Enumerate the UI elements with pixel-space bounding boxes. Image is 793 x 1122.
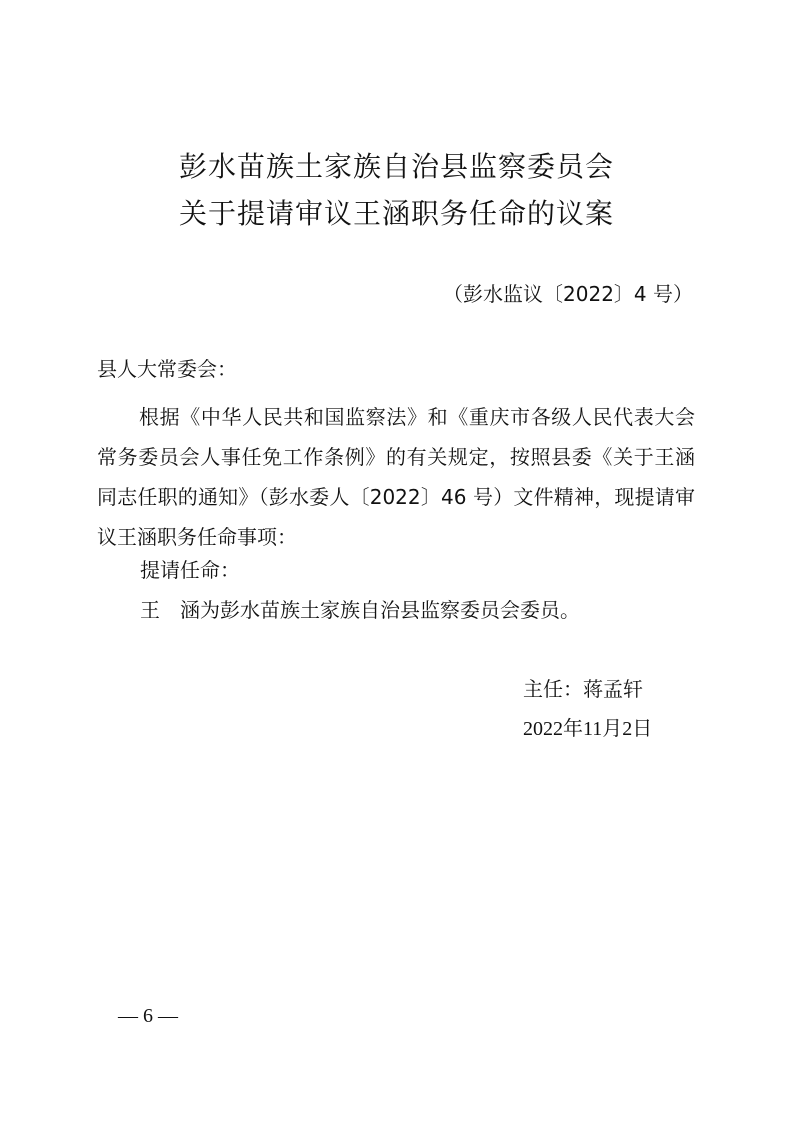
signature-date: 2022年11月2日 (523, 718, 653, 740)
page-number: — 6 — (118, 1005, 178, 1027)
signatory: 主任：蒋孟轩 (523, 677, 643, 701)
appointment-text: 王 涵为彭水苗族土家族自治县监察委员会委员。 (140, 598, 580, 622)
document-number: （彭水监议〔2022〕4 号） (443, 282, 693, 306)
request-label: 提请任命： (140, 558, 240, 582)
addressee: 县人大常委会： (97, 357, 237, 381)
document-title-line-1: 彭水苗族土家族自治县监察委员会 (178, 150, 614, 183)
document-title-line-2: 关于提请审议王涵职务任命的议案 (178, 197, 614, 230)
body-paragraph: 根据《中华人民共和国监察法》和《重庆市各级人民代表大会常务委员会人事任免工作条例》的有关规定，按照县委《关于王涵同志任职的通知》（彭水委人〔2022〕46 号）文件精神，现提请审议王涵职务任命事项： (97, 405, 695, 549)
